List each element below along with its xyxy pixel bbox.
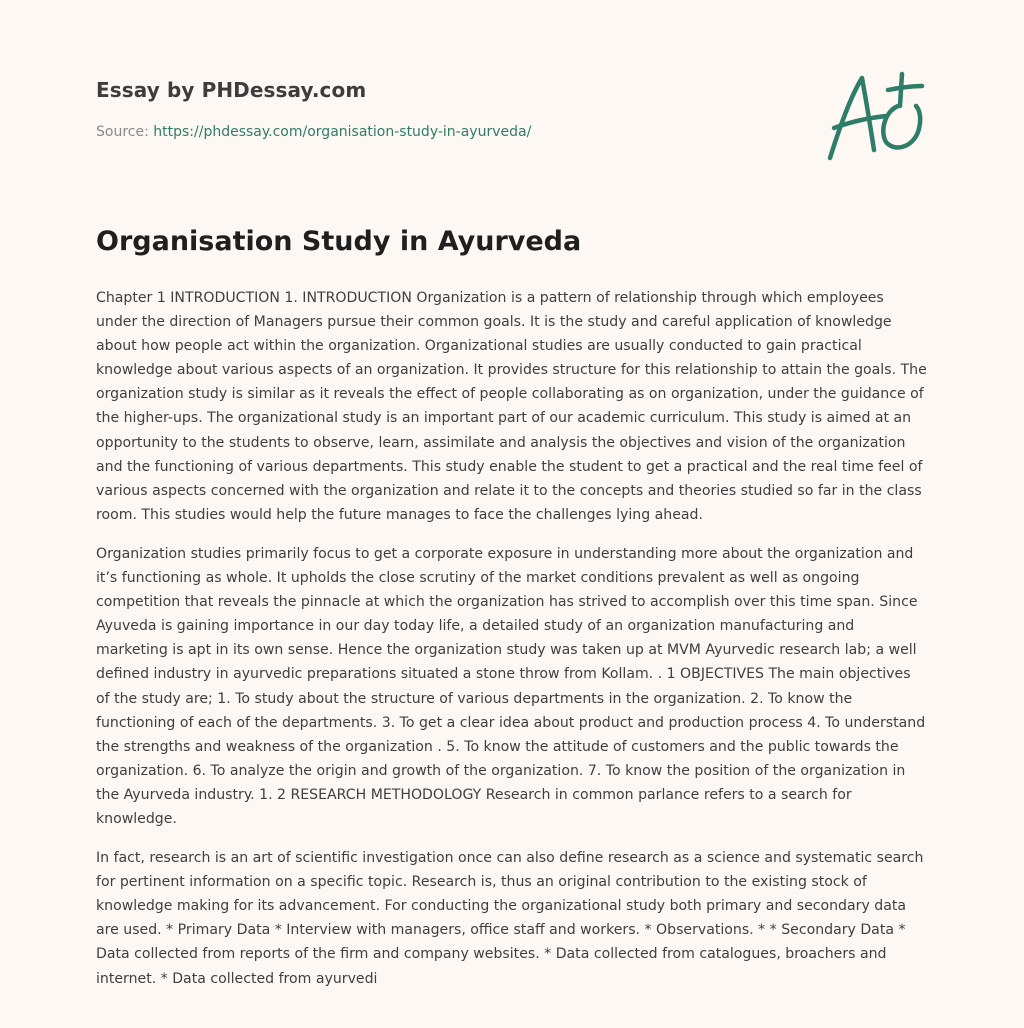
site-title: Essay by PHDessay.com	[96, 78, 367, 102]
source-line	[96, 124, 796, 140]
essay-body	[96, 286, 928, 1006]
essay-paragraph: Chapter 1 INTRODUCTION 1. INTRODUCTION Organization is a pattern of relationship through which employees under the direction of Managers pursue their common goals. It is the study and careful application of knowledge about how people act within the organization. Organizational studies are usually conducted to gain practical knowledge about various aspects of an organization. It provides structure for this relationship to attain the goals. The organization study is similar as it reveals the effect of people collaborating as on organization, under the guidance of the higher-ups. The organizational study is an important part of our academic curriculum. This study is aimed at an opportunity to the students to observe, learn, assimilate and analysis the objectives and vision of the organization and the functioning of various departments. This study enable the student to get a practical and the real time feel of various aspects concerned with the organization and relate it to the concepts and theories studied so far in the class room. This studies would help the future manages to face the challenges lying ahead.	[96, 290, 927, 523]
source-label: Source:	[96, 124, 149, 140]
a-plus-logo-icon	[820, 66, 932, 166]
essay-paragraph: In fact, research is an art of scientific investigation once can also define research as a science and systematic search for pertinent information on a specific topic. Research is, thus an original contribution to the existing stock of knowledge making for its advancement. For conducting the organizational study both primary and secondary data are used. * Primary Data * Interview with managers, office staff and workers. * Observations. * * Secondary Data * Data collected from reports of the firm and company websites. * Data collected from catalogues, broachers and internet. * Data collected from ayurvedi	[96, 850, 924, 987]
essay-paragraph: Organization studies primarily focus to get a corporate exposure in understanding more about the organization and it’s functioning as whole. It upholds the close scrutiny of the market conditions prevalent as well as ongoing competition that reveals the pinnacle at which the organization has strived to accomplish over this time span. Since Ayuveda is gaining importance in our day today life, a detailed study of an organization manufacturing and marketing is apt in its own sense. Hence the organization study was taken up at MVM Ayurvedic research lab; a well defined industry in ayurvedic preparations situated a stone throw from Kollam. . 1 OBJECTIVES The main objectives of the study are; 1. To study about the structure of various departments in the organization. 2. To know the functioning of each of the departments. 3. To get a clear idea about product and production process 4. To understand the strengths and weakness of the organization . 5. To know the attitude of customers and the public towards the organization. 6. To analyze the origin and growth of the organization. 7. To know the position of the organization in the Ayurveda industry. 1. 2 RESEARCH METHODOLOGY Research in common parlance refers to a search for knowledge.	[96, 545, 926, 827]
essay-title: Organisation Study in Ayurveda	[96, 226, 582, 257]
source-link[interactable]: https://phdessay.com/organisation-study-in-ayurveda/	[153, 124, 532, 140]
page-header	[96, 78, 796, 140]
